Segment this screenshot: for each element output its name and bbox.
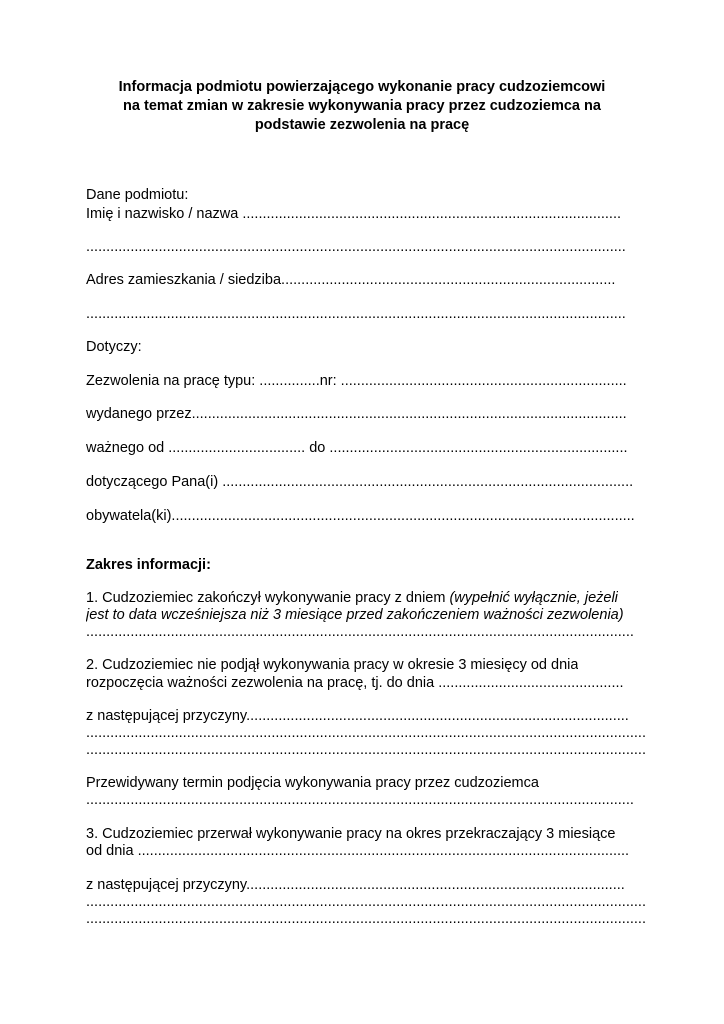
name-field[interactable]: Imię i nazwisko / nazwa .............................................................................................. [86, 206, 622, 222]
address-field[interactable]: Adres zamieszkania / siedziba................................................................................... [86, 272, 616, 288]
item2-reason-continuation-1[interactable]: ........................................................................................................................................... [86, 725, 646, 741]
item2-date-field[interactable]: rozpoczęcia ważności zezwolenia na pracę, tj. do dnia .............................................. [86, 675, 624, 691]
item3-reason-continuation-1[interactable]: ........................................................................................................................................... [86, 894, 646, 910]
form-title [80, 78, 644, 135]
item2-line-1: 2. Cudzoziemiec nie podjął wykonywania pracy w okresie 3 miesięcy od dnia [86, 657, 579, 673]
citizenship-field[interactable]: obywatela(ki)................................................................................................................... [86, 508, 635, 524]
permit-type-number-field[interactable]: Zezwolenia na pracę typu: ...............nr: ....................................................................... [86, 373, 627, 389]
item2-reason-continuation-2[interactable]: ........................................................................................................................................... [86, 742, 646, 758]
entity-header: Dane podmiotu: [86, 187, 189, 203]
item1-text: 1. Cudzoziemiec zakończył wykonywanie pracy z dniem [86, 590, 450, 606]
address-field-continuation[interactable]: ...................................................................................................................................... [86, 306, 626, 322]
scope-header: Zakres informacji: [86, 557, 211, 573]
title-line-2: na temat zmian w zakresie wykonywania pracy przez cudzoziemca na [123, 98, 601, 114]
item3-reason-field[interactable]: z następującej przyczyny.............................................................................................. [86, 877, 625, 893]
item3-date-field[interactable]: od dnia .......................................................................................................................... [86, 843, 630, 859]
item2-reason-field[interactable]: z następującej przyczyny............................................................................................... [86, 708, 629, 724]
item1-note-a: (wypełnić wyłącznie, jeżeli [449, 590, 618, 606]
person-field[interactable]: dotyczącego Pana(i) ...................................................................................................... [86, 474, 634, 490]
item1-note-b: jest to data wcześniejsza niż 3 miesiące przed zakończeniem ważności zezwolenia) [86, 607, 624, 623]
concerns-header: Dotyczy: [86, 339, 142, 355]
issued-by-field[interactable]: wydanego przez............................................................................................................ [86, 406, 627, 422]
item1-line [86, 589, 618, 607]
title-line-1: Informacja podmiotu powierzającego wykonanie pracy cudzoziemcowi [118, 79, 606, 95]
validity-period-field[interactable]: ważnego od .................................. do .......................................................................... [86, 440, 628, 456]
item1-date-field[interactable]: ........................................................................................................................................ [86, 624, 634, 640]
name-field-continuation[interactable]: ...................................................................................................................................... [86, 239, 626, 255]
item1-note-line [86, 606, 624, 624]
item3-reason-continuation-2[interactable]: ........................................................................................................................................... [86, 911, 646, 927]
title-line-3: podstawie zezwolenia na pracę [254, 117, 470, 133]
item3-line-1: 3. Cudzoziemiec przerwał wykonywanie pracy na okres przekraczający 3 miesiące [86, 826, 616, 842]
item2-expected-field[interactable]: ........................................................................................................................................ [86, 792, 634, 808]
item2-expected-label: Przewidywany termin podjęcia wykonywania pracy przez cudzoziemca [86, 775, 539, 791]
